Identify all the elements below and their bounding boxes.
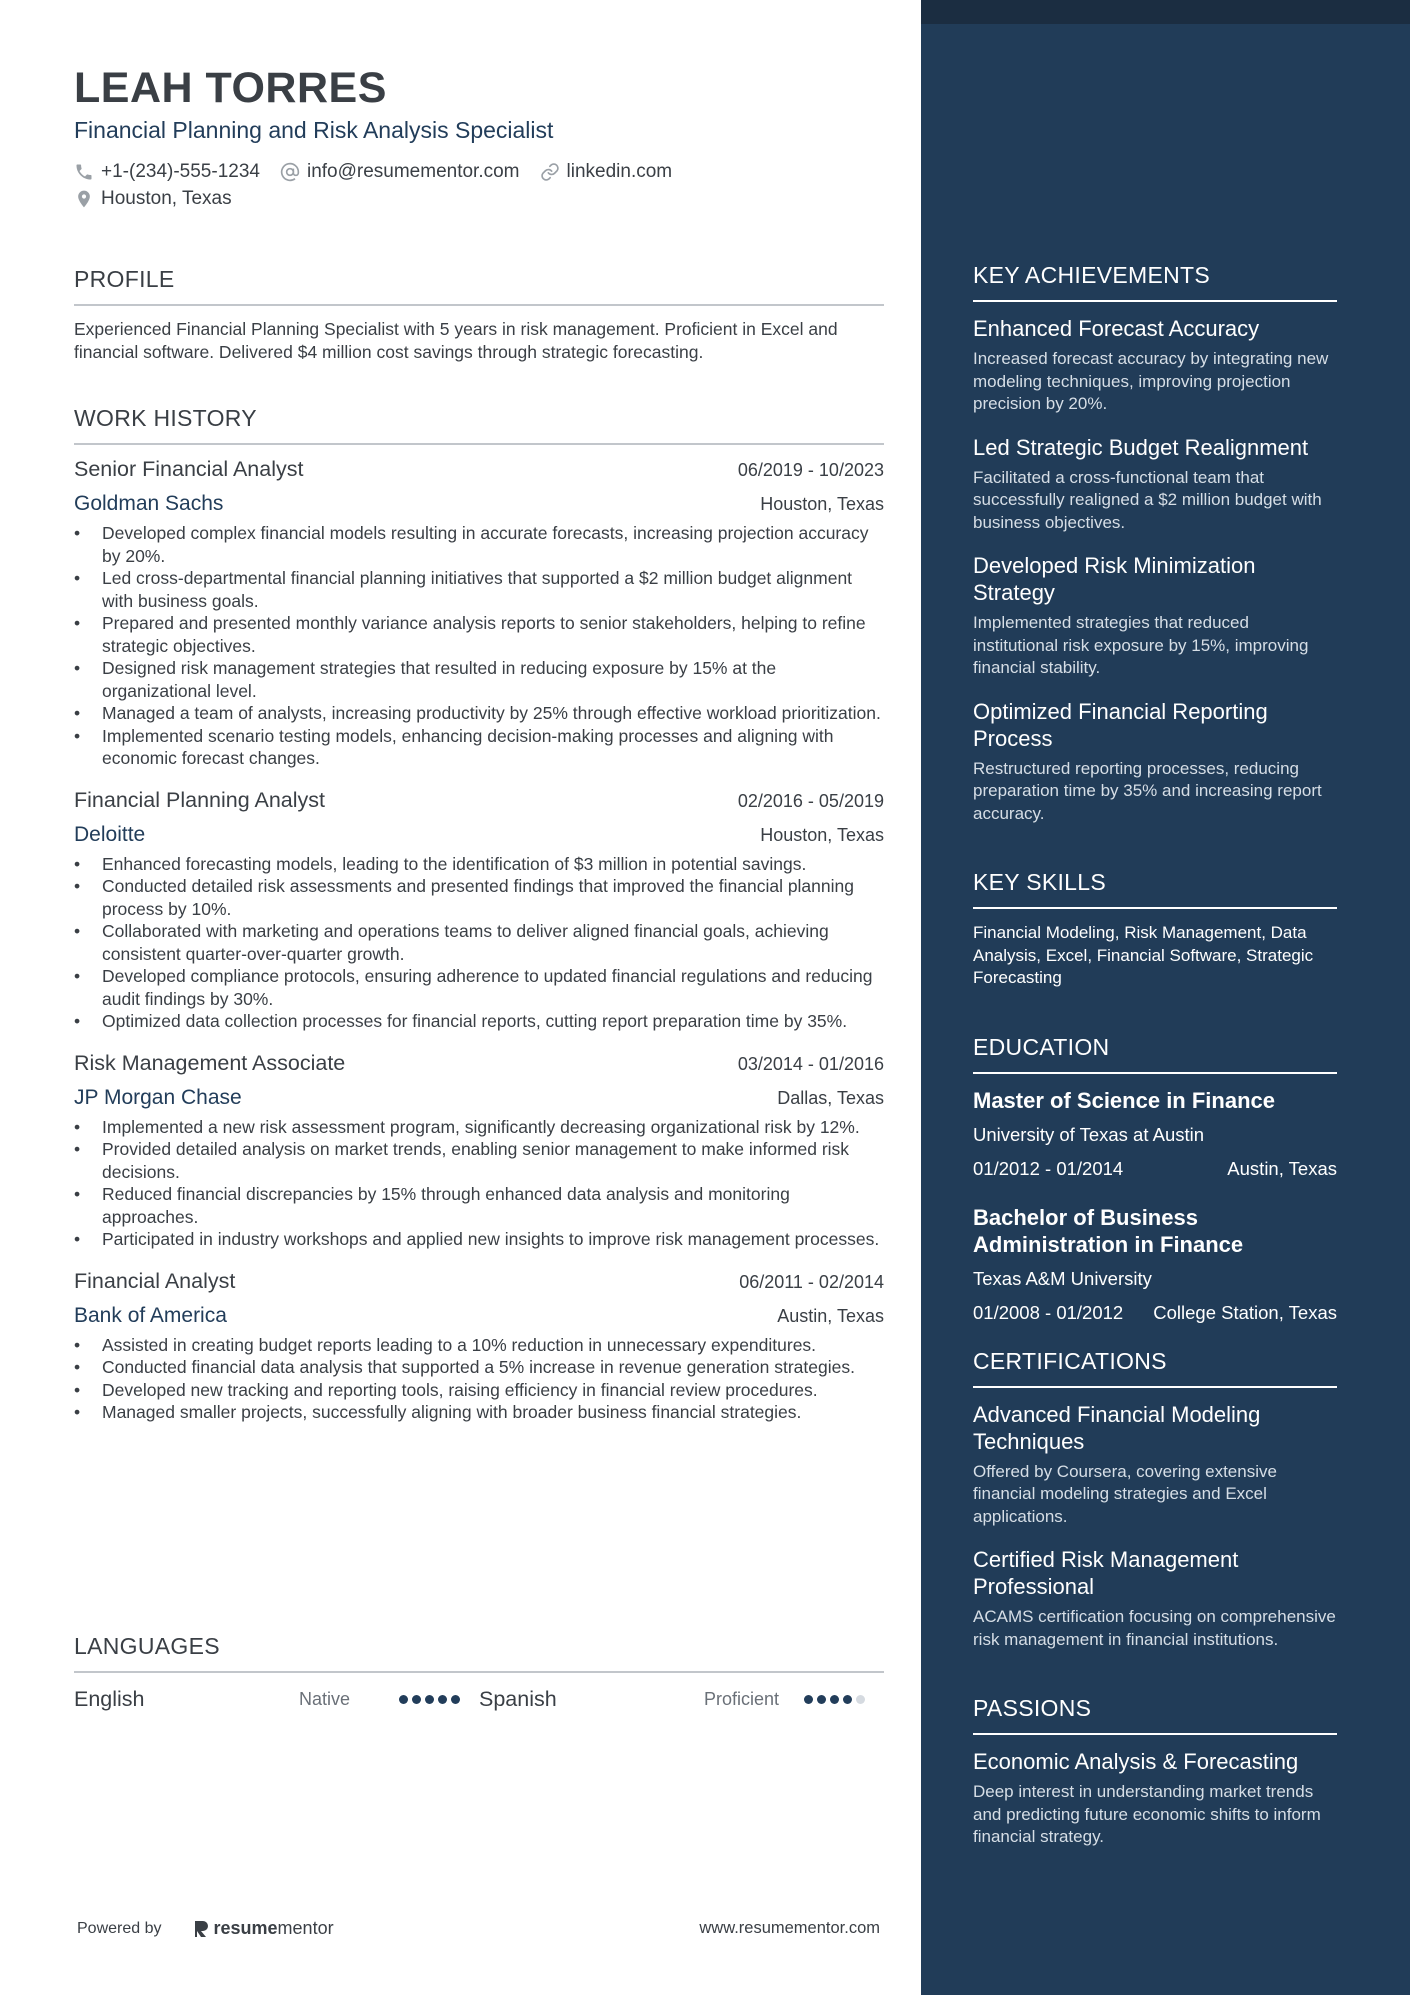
- job-header: [74, 1051, 884, 1076]
- education-title: EDUCATION: [973, 1034, 1337, 1074]
- skills-section: [973, 869, 1337, 990]
- candidate-name: LEAH TORRES: [74, 64, 387, 112]
- achievement-desc: Increased forecast accuracy by integrating new modeling techniques, improving projection precision by 20%.: [973, 349, 1329, 413]
- rating-dot-filled: [399, 1695, 408, 1704]
- education-location: College Station, Texas: [1153, 1301, 1337, 1323]
- job-entry: [74, 1269, 884, 1424]
- education-item: [973, 1204, 1337, 1324]
- certifications-section: [973, 1348, 1337, 1652]
- job-bullet: • Implemented a new risk assessment program, significantly decreasing organizational risk by 12%.: [74, 1116, 884, 1139]
- job-bullet: • Conducted financial data analysis that supported a 5% increase in revenue generation strategies.: [74, 1356, 884, 1379]
- language-item: [479, 1687, 884, 1712]
- job-header: [74, 457, 884, 482]
- rating-dot-filled: [451, 1695, 460, 1704]
- job-entry: [74, 457, 884, 770]
- footer: [74, 1918, 884, 1939]
- rating-dot-filled: [843, 1695, 852, 1704]
- achievement-title: Led Strategic Budget Realignment: [973, 434, 1309, 460]
- job-bullet: • Participated in industry workshops and applied new insights to improve risk management processes.: [74, 1228, 884, 1251]
- passion-title: Economic Analysis & Forecasting: [973, 1749, 1299, 1774]
- achievement-desc: Facilitated a cross-functional team that successfully realigned a $2 million budget with business objectives.: [973, 467, 1322, 532]
- education-school: University of Texas at Austin: [973, 1123, 1205, 1145]
- contact-row-location: [74, 188, 252, 210]
- passions-title: PASSIONS: [973, 1695, 1337, 1735]
- location-text: Houston, Texas: [101, 188, 232, 209]
- sidebar-content: [973, 262, 1337, 1893]
- map-pin-icon: [74, 189, 94, 209]
- powered-by-text: Powered by: [77, 1919, 162, 1937]
- achievement-title: Developed Risk Minimization Strategy: [973, 553, 1256, 605]
- education-degree: Master of Science in Finance: [973, 1087, 1275, 1113]
- job-bullet: • Assisted in creating budget reports leading to a 10% reduction in unnecessary expenditures.: [74, 1334, 884, 1357]
- achievement-item: [973, 434, 1337, 535]
- language-name: Spanish: [479, 1687, 557, 1711]
- education-section: [973, 1034, 1337, 1324]
- candidate-subtitle: Financial Planning and Risk Analysis Specialist: [74, 117, 554, 143]
- certification-desc: Offered by Coursera, covering extensive financial modeling strategies and Excel applications.: [973, 1461, 1277, 1526]
- sidebar-top-bar: [921, 0, 1410, 24]
- job-company: Goldman Sachs: [74, 492, 224, 515]
- job-bullet: • Collaborated with marketing and operations teams to deliver aligned financial goals, achieving consistent quarter-over-quarter growth.: [74, 920, 884, 965]
- at-sign-icon: [280, 162, 300, 182]
- contact-row: [74, 161, 692, 183]
- job-entry: [74, 1051, 884, 1251]
- job-title: Financial Analyst: [74, 1268, 236, 1293]
- skills-text: Financial Modeling, Risk Management, Data Analysis, Excel, Financial Software, Strategic Forecasting: [973, 923, 1314, 987]
- rating-dot-filled: [425, 1695, 434, 1704]
- achievement-desc: Restructured reporting processes, reducing preparation time by 35% and increasing report accuracy.: [973, 758, 1322, 823]
- phone-icon: [74, 162, 94, 182]
- job-bullet: • Provided detailed analysis on market trends, enabling senior management to make informed risk decisions.: [74, 1138, 884, 1183]
- job-bullet: • Designed risk management strategies that resulted in reducing exposure by 15% at the organizational level.: [74, 657, 884, 702]
- certification-desc: ACAMS certification focusing on comprehensive risk management in financial institutions.: [973, 1607, 1336, 1649]
- achievement-item: [973, 315, 1337, 416]
- rating-dot-filled: [817, 1695, 826, 1704]
- language-item: [74, 1687, 479, 1712]
- certification-title: Certified Risk Management Professional: [973, 1547, 1239, 1599]
- achievement-desc: Implemented strategies that reduced institutional risk exposure by 15%, improving financial stability.: [973, 613, 1309, 677]
- job-bullet: • Developed complex financial models resulting in accurate forecasts, increasing projection accuracy by 20%.: [74, 522, 884, 567]
- language-rating: [804, 1695, 865, 1704]
- education-degree: Bachelor of Business Administration in Finance: [973, 1204, 1244, 1257]
- job-bullet: • Optimized data collection processes for financial reports, cutting report preparation time by 35%.: [74, 1010, 884, 1033]
- job-location: Dallas, Texas: [777, 1087, 884, 1108]
- job-dates: 06/2019 - 10/2023: [737, 460, 884, 480]
- job-title: Financial Planning Analyst: [74, 787, 325, 812]
- brand-name-light: mentor: [277, 1918, 334, 1938]
- profile-section: [74, 266, 884, 364]
- achievements-title: KEY ACHIEVEMENTS: [973, 262, 1337, 302]
- brand-name-bold: resume: [213, 1918, 278, 1938]
- job-bullet: • Reduced financial discrepancies by 15% through enhanced data analysis and monitoring approaches.: [74, 1183, 884, 1228]
- achievement-item: [973, 698, 1337, 826]
- job-bullet: • Developed compliance protocols, ensuring adherence to updated financial regulations and reducing audit findings by 30%.: [74, 965, 884, 1010]
- skills-title: KEY SKILLS: [973, 869, 1337, 909]
- job-location: Houston, Texas: [760, 824, 884, 845]
- job-title: Senior Financial Analyst: [74, 457, 304, 481]
- job-bullet: • Enhanced forecasting models, leading to the identification of $3 million in potential savings.: [74, 853, 884, 876]
- contact-linkedin[interactable]: [540, 161, 673, 183]
- rating-dot-filled: [438, 1695, 447, 1704]
- language-level: Native: [299, 1689, 351, 1709]
- contact-location: [74, 188, 232, 210]
- passion-item: [973, 1748, 1337, 1849]
- achievement-title: Optimized Financial Reporting Process: [973, 698, 1268, 751]
- work-history-section: [74, 405, 884, 1442]
- job-dates: 02/2016 - 05/2019: [737, 790, 884, 811]
- education-meta: [973, 1158, 1337, 1180]
- job-header: [74, 1269, 884, 1294]
- profile-text: Experienced Financial Planning Specialist with 5 years in risk management. Proficient in Excel and financial software. Delivered $4 million cost savings through strategic forecasting.: [74, 319, 838, 362]
- job-title: Risk Management Associate: [74, 1050, 346, 1075]
- education-location: Austin, Texas: [1227, 1157, 1337, 1179]
- job-dates: 03/2014 - 01/2016: [737, 1053, 884, 1074]
- job-company: Bank of America: [74, 1303, 227, 1327]
- language-name: English: [74, 1687, 145, 1711]
- job-dates: 06/2011 - 02/2014: [739, 1271, 884, 1292]
- education-dates: 01/2008 - 01/2012: [973, 1301, 1124, 1323]
- profile-title: PROFILE: [74, 266, 884, 306]
- rating-dot-filled: [830, 1695, 839, 1704]
- education-item: [973, 1087, 1337, 1180]
- job-bullet: • Conducted detailed risk assessments and presented findings that improved the financial planning process by 10%.: [74, 875, 884, 920]
- rating-dot-filled: [804, 1695, 813, 1704]
- job-bullet: • Developed new tracking and reporting tools, raising efficiency in financial review procedures.: [74, 1379, 884, 1402]
- job-company: JP Morgan Chase: [74, 1085, 242, 1109]
- job-bullet: • Managed a team of analysts, increasing productivity by 25% through effective workload prioritization.: [74, 702, 884, 725]
- education-dates: 01/2012 - 01/2014: [973, 1157, 1124, 1179]
- job-bullets: [74, 522, 884, 770]
- link-icon: [540, 162, 560, 182]
- job-company-row: [74, 823, 884, 847]
- certification-title: Advanced Financial Modeling Techniques: [973, 1401, 1261, 1454]
- certification-item: [973, 1546, 1337, 1651]
- languages-title: LANGUAGES: [74, 1633, 884, 1673]
- achievements-section: [973, 262, 1337, 825]
- job-company-row: [74, 492, 884, 516]
- certifications-title: CERTIFICATIONS: [973, 1348, 1337, 1388]
- language-level: Proficient: [704, 1689, 780, 1709]
- job-company-row: [74, 1304, 884, 1328]
- job-bullet: • Implemented scenario testing models, enhancing decision-making processes and aligning with economic forecast changes.: [74, 725, 884, 770]
- passion-desc: Deep interest in understanding market trends and predicting future economic shifts to inform financial strategy.: [973, 1782, 1321, 1846]
- job-bullets: [74, 1334, 884, 1424]
- sidebar: [921, 0, 1410, 1995]
- job-company-row: [74, 1086, 884, 1110]
- languages-section: [74, 1633, 884, 1712]
- job-location: Austin, Texas: [777, 1305, 884, 1326]
- job-bullet: • Led cross-departmental financial planning initiatives that supported a $2 million budget alignment with business goals.: [74, 567, 884, 612]
- contact-phone: [74, 161, 260, 183]
- job-bullet: • Prepared and presented monthly variance analysis reports to senior stakeholders, helping to refine strategic objectives.: [74, 612, 884, 657]
- education-meta: [973, 1302, 1337, 1324]
- language-rating: [399, 1695, 460, 1704]
- job-bullets: [74, 853, 884, 1033]
- rating-dot-filled: [412, 1695, 421, 1704]
- job-bullets: [74, 1116, 884, 1251]
- job-bullet: • Managed smaller projects, successfully aligning with broader business financial strategies.: [74, 1401, 884, 1424]
- rating-dot-empty: [856, 1695, 865, 1704]
- job-header: [74, 788, 884, 813]
- brand-logo[interactable]: [192, 1918, 334, 1939]
- footer-url[interactable]: www.resumementor.com: [699, 1919, 880, 1937]
- phone-text: +1-(234)-555-1234: [101, 161, 260, 182]
- brand-mark-icon: [192, 1919, 210, 1939]
- certification-item: [973, 1401, 1337, 1529]
- job-entry: [74, 788, 884, 1033]
- work-history-title: WORK HISTORY: [74, 405, 884, 445]
- achievement-title: Enhanced Forecast Accuracy: [973, 316, 1260, 341]
- job-company: Deloitte: [74, 822, 146, 846]
- languages-row: [74, 1687, 884, 1712]
- email-text: info@resumementor.com: [306, 161, 520, 182]
- job-location: Houston, Texas: [760, 494, 884, 514]
- passions-section: [973, 1695, 1337, 1849]
- linkedin-text: linkedin.com: [566, 161, 673, 182]
- education-school: Texas A&M University: [973, 1267, 1152, 1289]
- achievement-item: [973, 552, 1337, 680]
- contact-email[interactable]: [280, 161, 520, 183]
